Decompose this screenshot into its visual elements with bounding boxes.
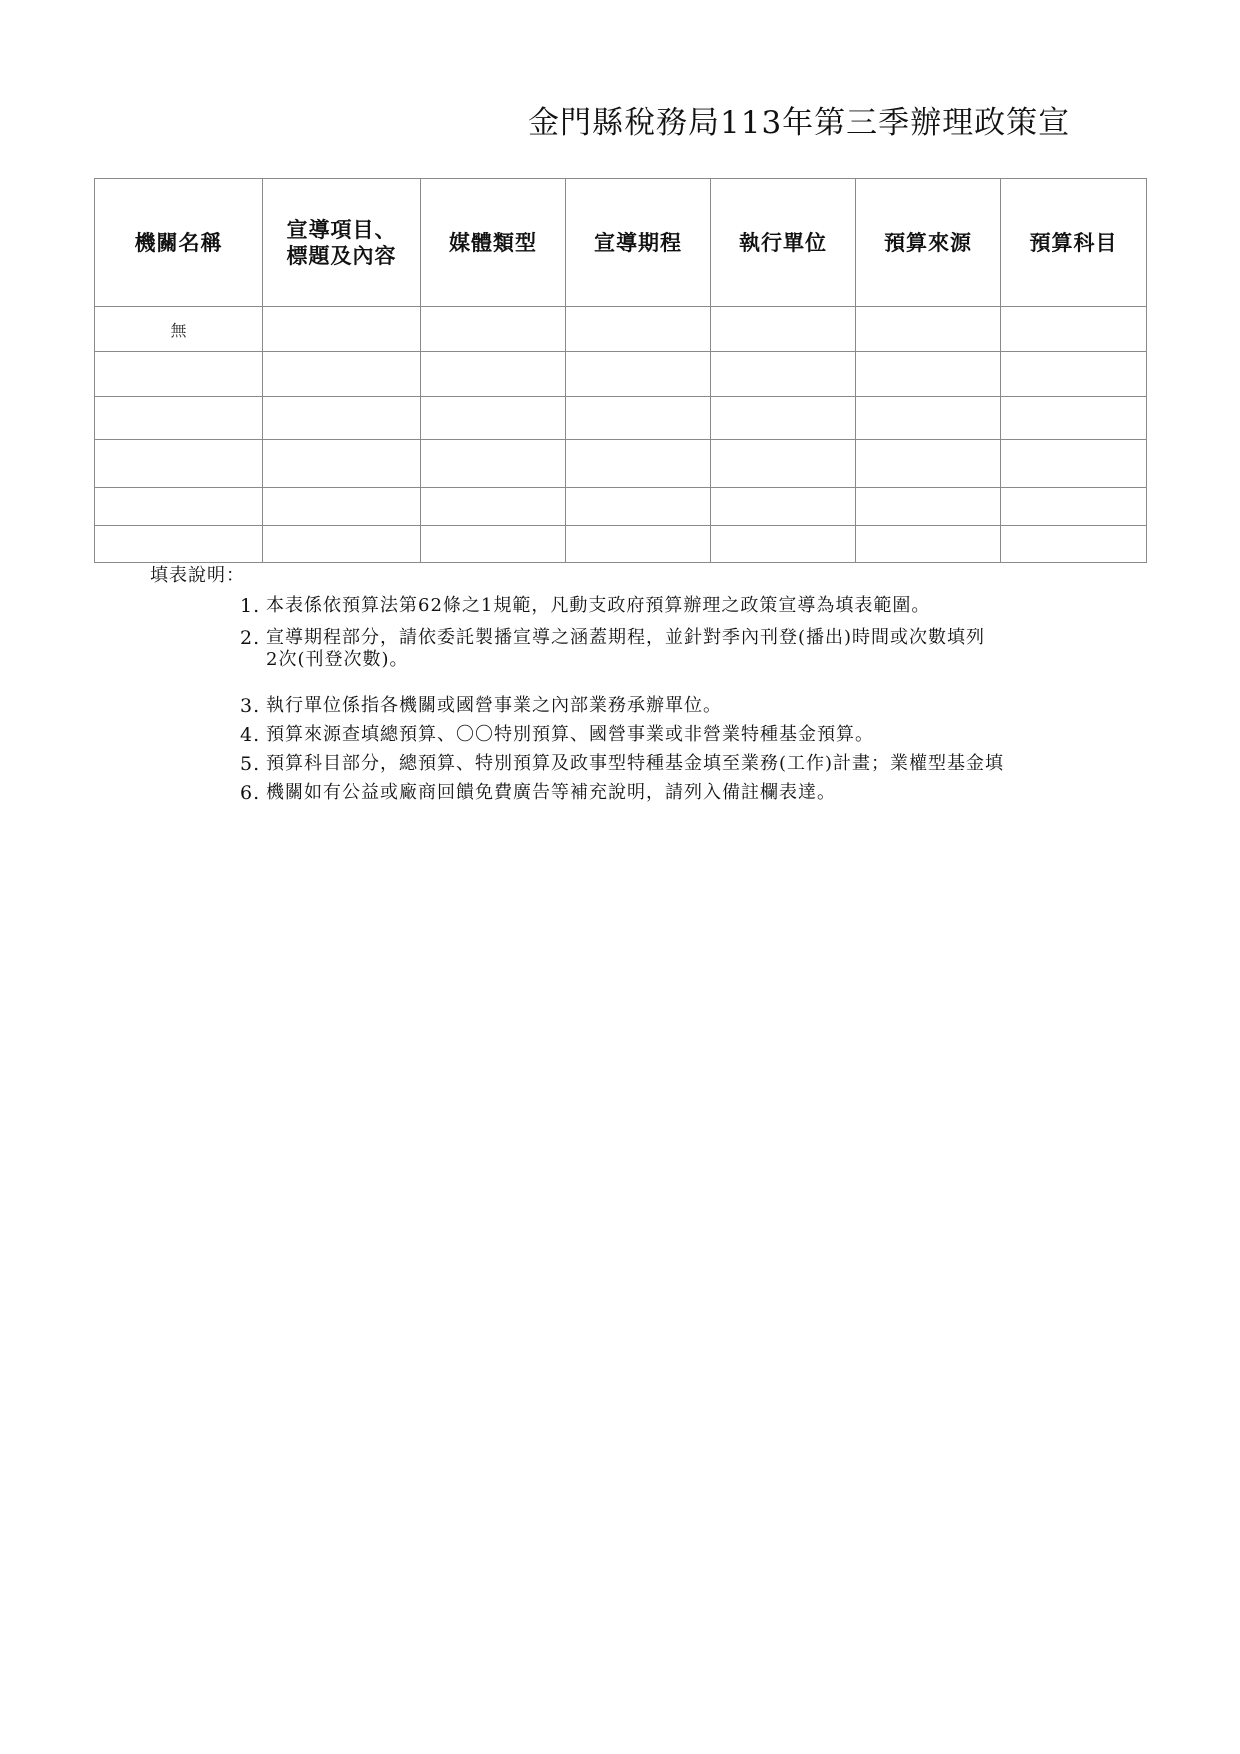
note-text: 機關如有公益或廠商回饋免費廣告等補充說明，請列入備註欄表達。 [266,782,836,803]
table-row [95,397,1147,440]
table-cell [1001,307,1147,352]
header-campaign-period: 宣導期程 [566,179,711,307]
header-media-type: 媒體類型 [421,179,566,307]
table-cell [421,526,566,563]
table-cell [856,440,1001,488]
note-item [240,626,1240,670]
table-cell [566,397,711,440]
table-cell [263,307,421,352]
note-text: 本表係依預算法第62條之1規範，凡動支政府預算辦理之政策宣導為填表範圍。 [266,595,931,616]
header-budget-source: 預算來源 [856,179,1001,307]
table-cell [711,352,856,397]
table-cell [856,352,1001,397]
note-item [240,752,1240,776]
note-text: 執行單位係指各機關或國營事業之內部業務承辦單位。 [266,695,722,716]
table-cell [421,307,566,352]
table-cell [95,352,263,397]
table-cell [566,352,711,397]
table-row [95,307,1147,352]
table-cell [711,488,856,526]
note-number: 2. [240,627,261,649]
table-cell [566,488,711,526]
table-cell [856,526,1001,563]
table-cell [95,526,263,563]
note-text-continued: 2次(刊登次數)。 [266,649,409,670]
table-cell [856,307,1001,352]
table-cell [711,440,856,488]
header-executing-unit: 執行單位 [711,179,856,307]
notes-list [240,594,1240,805]
table-cell [421,352,566,397]
table-cell [1001,526,1147,563]
note-number: 1. [240,595,261,617]
table-cell [1001,397,1147,440]
table-cell [566,307,711,352]
table-cell [263,488,421,526]
table-cell [263,440,421,488]
table-cell [421,440,566,488]
table-cell [856,397,1001,440]
table-row [95,352,1147,397]
table-cell [95,488,263,526]
table-cell [711,526,856,563]
table-cell [1001,440,1147,488]
table-cell [263,352,421,397]
note-item [240,594,1240,618]
note-text: 預算科目部分，總預算、特別預算及政事型特種基金填至業務(工作)計畫；業權型基金填 [266,753,1005,774]
table-cell [711,307,856,352]
table-cell [566,440,711,488]
note-number: 3. [240,695,261,717]
note-text: 宣導期程部分，請依委託製播宣導之涵蓋期程，並針對季內刊登(播出)時間或次數填列 [266,627,986,648]
table-cell [95,440,263,488]
table-cell [421,397,566,440]
table-cell [263,526,421,563]
header-agency-name: 機關名稱 [95,179,263,307]
table-cell [421,488,566,526]
table-cell [711,397,856,440]
table-cell [263,397,421,440]
note-item [240,781,1240,805]
table-cell [1001,488,1147,526]
note-item [240,694,1240,718]
table-cell [856,488,1001,526]
note-number: 5. [240,753,261,775]
table-row [95,488,1147,526]
table-header-row [95,179,1147,307]
note-number: 4. [240,724,261,746]
header-campaign-item: 宣導項目、 標題及內容 [263,179,421,307]
note-number: 6. [240,782,261,804]
table-cell [1001,352,1147,397]
table-cell: 無 [95,307,263,352]
header-budget-account: 預算科目 [1001,179,1147,307]
notes-heading: 填表說明： [150,565,245,586]
table-row [95,440,1147,488]
table-cell [566,526,711,563]
note-item [240,723,1240,747]
note-text: 預算來源查填總預算、〇〇特別預算、國營事業或非營業特種基金預算。 [266,724,874,745]
table-row [95,526,1147,563]
propaganda-report-table [94,178,1147,563]
page-title: 金門縣稅務局113年第三季辦理政策宣 [528,105,1071,141]
table-cell [95,397,263,440]
